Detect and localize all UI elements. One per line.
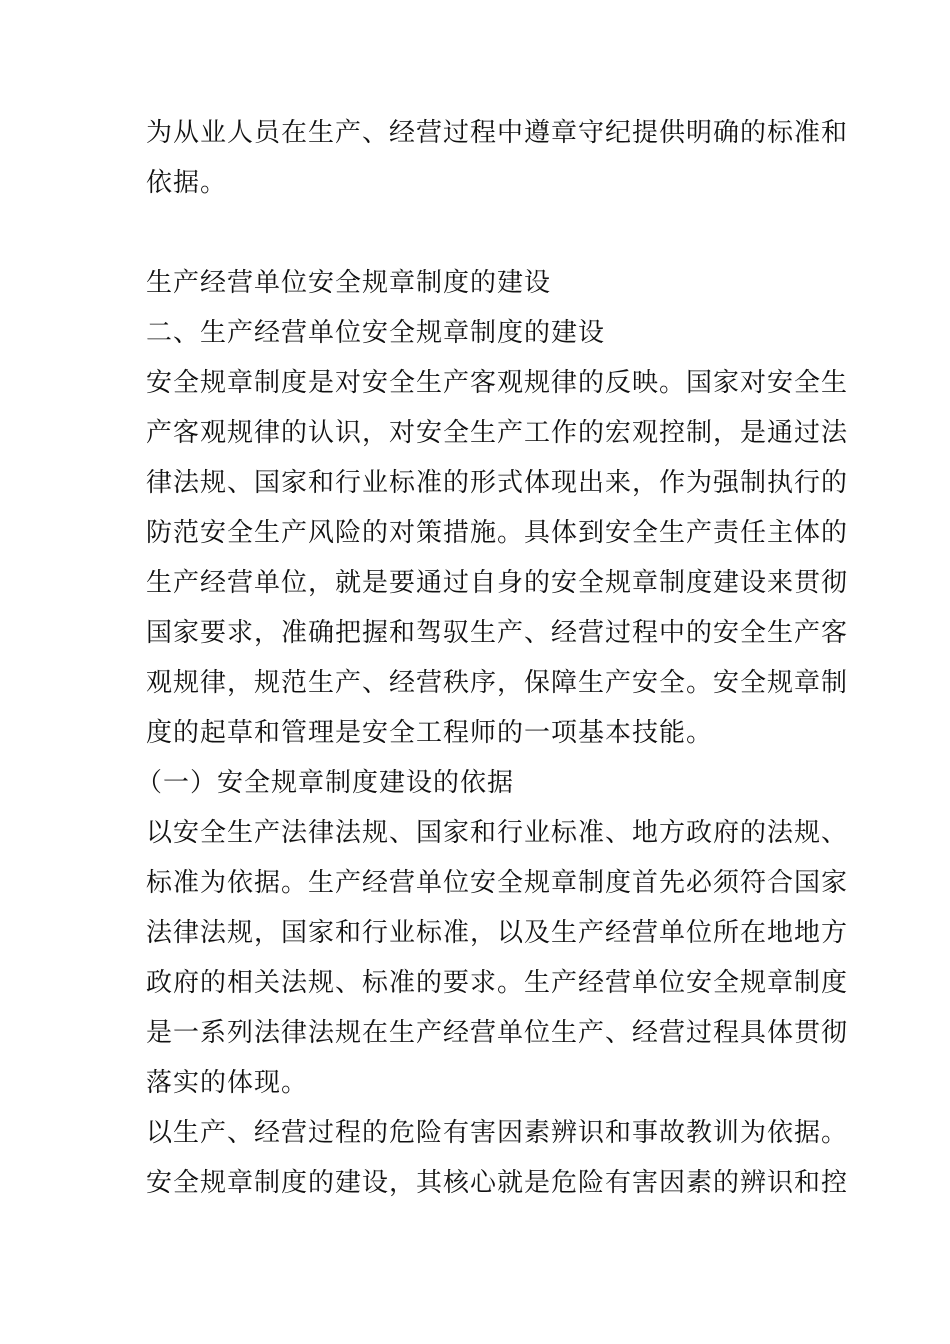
text-line: 安全规章制度是对安全生产客观规律的反映。国家对安全生: [146, 368, 849, 398]
text-line: 度的起草和管理是安全工程师的一项基本技能。: [146, 718, 714, 748]
subsection-heading: （一）安全规章制度建设的依据: [136, 768, 515, 798]
section-heading: 生产经营单位安全规章制度的建设: [146, 268, 552, 298]
text-line: 安全规章制度的建设，其核心就是危险有害因素的辨识和控: [146, 1168, 849, 1198]
text-line: 产客观规律的认识，对安全生产工作的宏观控制，是通过法: [146, 418, 849, 448]
text-line: 防范安全生产风险的对策措施。具体到安全生产责任主体的: [146, 518, 849, 548]
text-line: 律法规、国家和行业标准的形式体现出来，作为强制执行的: [146, 468, 849, 498]
text-line: 为从业人员在生产、经营过程中遵章守纪提供明确的标准和: [146, 118, 849, 148]
section-heading: 二、生产经营单位安全规章制度的建设: [146, 318, 606, 348]
text-line: 观规律，规范生产、经营秩序，保障生产安全。安全规章制: [146, 668, 849, 698]
text-line: 落实的体现。: [146, 1068, 309, 1098]
text-line: 依据。: [146, 168, 228, 198]
text-line: 以安全生产法律法规、国家和行业标准、地方政府的法规、: [146, 818, 849, 848]
text-line: 国家要求，准确把握和驾驭生产、经营过程中的安全生产客: [146, 618, 849, 648]
text-line: 是一系列法律法规在生产经营单位生产、经营过程具体贯彻: [146, 1018, 849, 1048]
text-line: 法律法规，国家和行业标准，以及生产经营单位所在地地方: [146, 918, 849, 948]
text-line: 以生产、经营过程的危险有害因素辨识和事故教训为依据。: [146, 1118, 849, 1148]
text-line: 政府的相关法规、标准的要求。生产经营单位安全规章制度: [146, 968, 849, 998]
text-line: 标准为依据。生产经营单位安全规章制度首先必须符合国家: [146, 868, 849, 898]
text-line: 生产经营单位，就是要通过自身的安全规章制度建设来贯彻: [146, 568, 849, 598]
